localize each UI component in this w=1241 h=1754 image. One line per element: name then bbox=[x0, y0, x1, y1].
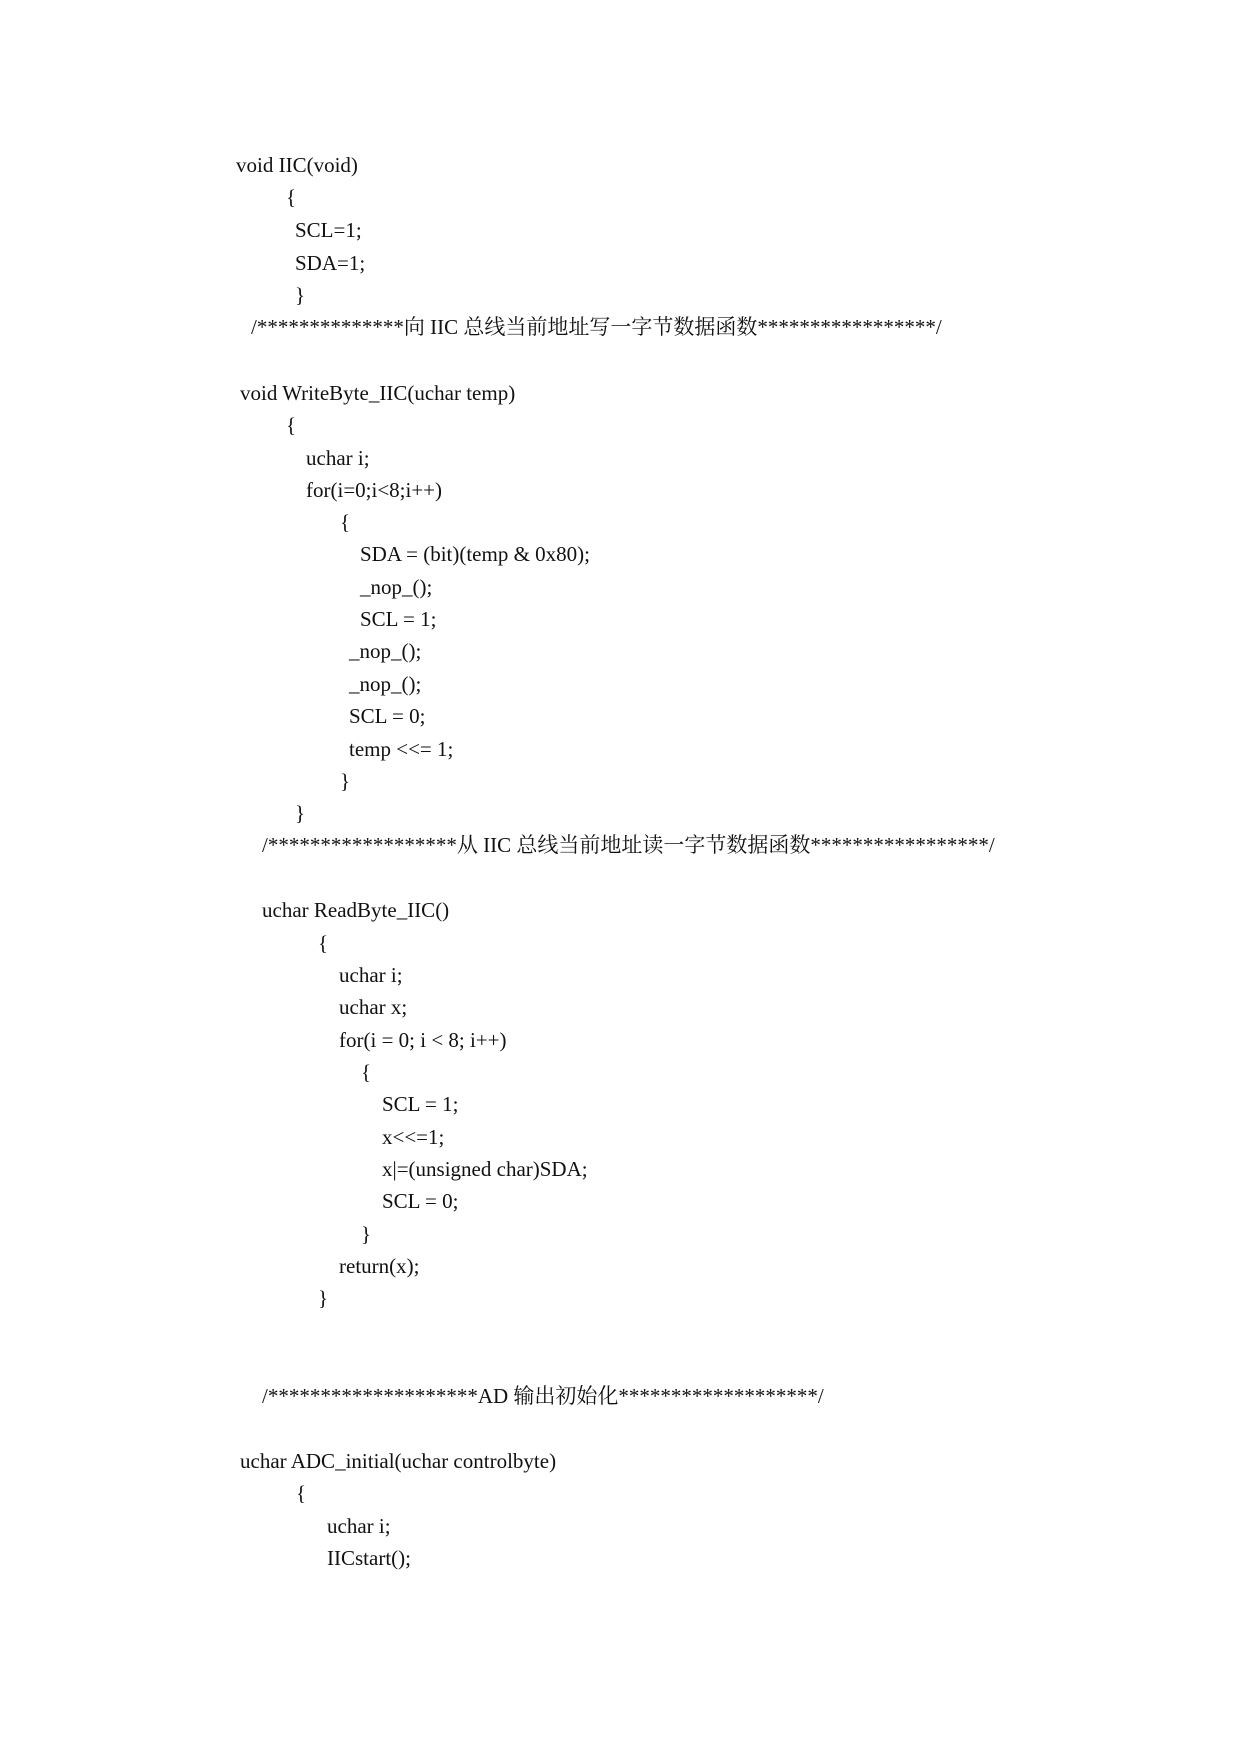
code-line: void WriteByte_IIC(uchar temp) bbox=[240, 381, 516, 405]
code-line: } bbox=[340, 769, 351, 793]
code-line: SCL = 1; bbox=[360, 607, 437, 631]
code-line: { bbox=[340, 510, 351, 534]
code-line: SCL=1; bbox=[295, 218, 362, 242]
comment-line: /********************AD 输出初始化*******************/ bbox=[262, 1384, 824, 1408]
code-line: } bbox=[361, 1222, 372, 1246]
code-line: IICstart(); bbox=[327, 1546, 411, 1570]
code-line: uchar i; bbox=[339, 963, 403, 987]
code-line: { bbox=[361, 1060, 372, 1084]
code-line: uchar ADC_initial(uchar controlbyte) bbox=[240, 1449, 557, 1473]
code-line: _nop_(); bbox=[349, 672, 422, 696]
code-line: { bbox=[318, 931, 329, 955]
code-line: SDA = (bit)(temp & 0x80); bbox=[360, 542, 590, 566]
code-line: uchar ReadByte_IIC() bbox=[262, 898, 450, 922]
code-line: { bbox=[286, 413, 297, 437]
code-line: for(i = 0; i < 8; i++) bbox=[339, 1028, 507, 1052]
code-line: void IIC(void) bbox=[236, 153, 358, 177]
code-line: SCL = 0; bbox=[349, 704, 426, 728]
code-line: { bbox=[286, 185, 297, 209]
code-line: x<<=1; bbox=[382, 1125, 445, 1149]
code-line: x|=(unsigned char)SDA; bbox=[382, 1157, 588, 1181]
code-line: _nop_(); bbox=[349, 639, 422, 663]
code-line: temp <<= 1; bbox=[349, 737, 454, 761]
code-line: } bbox=[295, 801, 306, 825]
code-line: SCL = 0; bbox=[382, 1189, 459, 1213]
code-line: for(i=0;i<8;i++) bbox=[306, 478, 443, 502]
code-line: uchar i; bbox=[327, 1514, 391, 1538]
code-line: uchar i; bbox=[306, 446, 370, 470]
code-line: return(x); bbox=[339, 1254, 420, 1278]
code-line: } bbox=[295, 283, 306, 307]
comment-line: /******************从 IIC 总线当前地址读一字节数据函数*****************/ bbox=[262, 833, 995, 857]
code-line: SDA=1; bbox=[295, 251, 366, 275]
comment-line: /**************向 IIC 总线当前地址写一字节数据函数*****************/ bbox=[251, 315, 942, 339]
code-line: uchar x; bbox=[339, 995, 408, 1019]
code-line: SCL = 1; bbox=[382, 1092, 459, 1116]
code-line: { bbox=[296, 1481, 307, 1505]
code-line: _nop_(); bbox=[360, 575, 433, 599]
code-line: } bbox=[318, 1286, 329, 1310]
